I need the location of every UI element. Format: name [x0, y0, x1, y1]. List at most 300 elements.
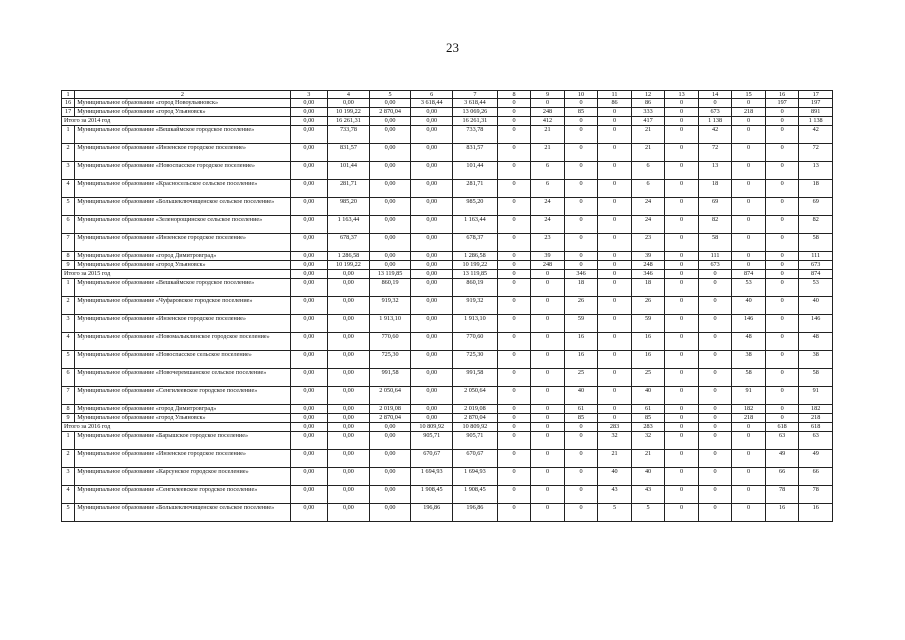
value-cell: 0,00 [290, 198, 328, 216]
value-cell: 0 [765, 270, 799, 279]
value-cell: 0 [598, 315, 632, 333]
value-cell: 1 908,45 [453, 486, 498, 504]
value-cell: 346 [564, 270, 598, 279]
municipality-name: Муниципальное образование «Инзенское городское поселение» [75, 450, 290, 468]
municipality-name: Муниципальное образование «Карсунское городское поселение» [75, 468, 290, 486]
value-cell: 21 [631, 126, 665, 144]
value-cell: 0 [497, 297, 531, 315]
value-cell: 678,37 [328, 234, 370, 252]
value-cell: 0 [765, 315, 799, 333]
value-cell: 0 [531, 351, 565, 369]
value-cell: 218 [732, 108, 766, 117]
value-cell: 0 [564, 234, 598, 252]
value-cell: 0,00 [369, 126, 411, 144]
value-cell: 58 [799, 234, 833, 252]
value-cell: 0,00 [290, 99, 328, 108]
value-cell: 0 [564, 468, 598, 486]
table-row [62, 351, 833, 369]
value-cell: 0 [698, 297, 732, 315]
value-cell: 985,20 [453, 198, 498, 216]
value-cell: 49 [765, 450, 799, 468]
value-cell: 0 [531, 414, 565, 423]
value-cell: 0,00 [411, 297, 453, 315]
value-cell: 0 [497, 351, 531, 369]
value-cell: 40 [799, 297, 833, 315]
value-cell: 58 [698, 234, 732, 252]
value-cell: 0 [598, 234, 632, 252]
table-row [62, 162, 833, 180]
value-cell: 0 [598, 297, 632, 315]
column-number-header: 12 [631, 91, 665, 99]
value-cell: 0 [598, 279, 632, 297]
value-cell: 248 [531, 261, 565, 270]
value-cell: 0,00 [411, 180, 453, 198]
value-cell: 0 [598, 270, 632, 279]
value-cell: 618 [765, 423, 799, 432]
row-number: 4 [62, 333, 75, 351]
value-cell: 0 [765, 261, 799, 270]
value-cell: 24 [631, 198, 665, 216]
value-cell: 25 [564, 369, 598, 387]
value-cell: 0 [732, 126, 766, 144]
value-cell: 0,00 [290, 270, 328, 279]
value-cell: 0,00 [328, 99, 370, 108]
value-cell: 919,32 [369, 297, 411, 315]
value-cell: 0,00 [328, 486, 370, 504]
value-cell: 0 [598, 369, 632, 387]
value-cell: 0 [665, 468, 699, 486]
value-cell: 0,00 [290, 450, 328, 468]
value-cell: 860,19 [453, 279, 498, 297]
value-cell: 101,44 [453, 162, 498, 180]
value-cell: 905,71 [411, 432, 453, 450]
value-cell: 0 [531, 369, 565, 387]
value-cell: 146 [799, 315, 833, 333]
value-cell: 0 [497, 261, 531, 270]
table-row [62, 450, 833, 468]
value-cell: 0 [698, 423, 732, 432]
value-cell: 0 [765, 279, 799, 297]
value-cell: 0,00 [411, 333, 453, 351]
value-cell: 0 [497, 468, 531, 486]
value-cell: 53 [732, 279, 766, 297]
value-cell: 0 [765, 405, 799, 414]
value-cell: 831,57 [328, 144, 370, 162]
value-cell: 0 [531, 315, 565, 333]
column-number-header: 2 [75, 91, 290, 99]
value-cell: 0 [564, 450, 598, 468]
value-cell: 0 [531, 468, 565, 486]
row-number: 3 [62, 468, 75, 486]
value-cell: 0,00 [411, 126, 453, 144]
value-cell: 0 [765, 126, 799, 144]
value-cell: 0,00 [369, 486, 411, 504]
row-number: 8 [62, 405, 75, 414]
value-cell: 0 [665, 387, 699, 405]
value-cell: 5 [631, 504, 665, 522]
value-cell: 673 [698, 261, 732, 270]
table-row [62, 198, 833, 216]
value-cell: 0 [531, 99, 565, 108]
row-number: 3 [62, 162, 75, 180]
value-cell: 0 [665, 180, 699, 198]
value-cell: 0 [665, 216, 699, 234]
municipality-name: Муниципальное образование «Новочеремшанское сельское поселение» [75, 369, 290, 387]
municipality-name: Муниципальное образование «Вешкаймское городское поселение» [75, 126, 290, 144]
value-cell: 0 [665, 405, 699, 414]
value-cell: 1 286,58 [328, 252, 370, 261]
value-cell: 182 [732, 405, 766, 414]
value-cell: 0,00 [411, 369, 453, 387]
value-cell: 412 [531, 117, 565, 126]
value-cell: 0,00 [369, 144, 411, 162]
table-row [62, 261, 833, 270]
value-cell: 72 [698, 144, 732, 162]
value-cell: 0 [497, 486, 531, 504]
value-cell: 13 119,85 [453, 270, 498, 279]
value-cell: 0 [665, 117, 699, 126]
value-cell: 1 138 [698, 117, 732, 126]
value-cell: 0,00 [328, 297, 370, 315]
value-cell: 23 [531, 234, 565, 252]
value-cell: 0,00 [411, 162, 453, 180]
value-cell: 0 [698, 99, 732, 108]
value-cell: 0,00 [290, 315, 328, 333]
value-cell: 78 [799, 486, 833, 504]
value-cell: 0,00 [290, 234, 328, 252]
value-cell: 0 [531, 279, 565, 297]
value-cell: 0 [497, 144, 531, 162]
value-cell: 63 [799, 432, 833, 450]
total-label: Итого за 2015 год [62, 270, 291, 279]
value-cell: 16 [564, 333, 598, 351]
row-number: 2 [62, 450, 75, 468]
value-cell: 1 908,45 [411, 486, 453, 504]
value-cell: 0 [665, 504, 699, 522]
column-number-header: 15 [732, 91, 766, 99]
value-cell: 0 [564, 126, 598, 144]
value-cell: 283 [631, 423, 665, 432]
value-cell: 0,00 [328, 279, 370, 297]
value-cell: 0,00 [411, 144, 453, 162]
value-cell: 1 694,93 [453, 468, 498, 486]
value-cell: 101,44 [328, 162, 370, 180]
value-cell: 23 [631, 234, 665, 252]
value-cell: 0 [732, 234, 766, 252]
value-cell: 16 261,31 [453, 117, 498, 126]
municipality-name: Муниципальное образование «Инзенское городское поселение» [75, 234, 290, 252]
value-cell: 0 [598, 252, 632, 261]
table-row [62, 486, 833, 504]
value-cell: 0,00 [411, 279, 453, 297]
value-cell: 13 [698, 162, 732, 180]
municipality-name: Муниципальное образование «город Димитровград» [75, 405, 290, 414]
value-cell: 0 [497, 162, 531, 180]
value-cell: 59 [631, 315, 665, 333]
municipality-name: Муниципальное образование «Новоспасское сельское поселение» [75, 351, 290, 369]
value-cell: 2 870,04 [453, 414, 498, 423]
value-cell: 0,00 [369, 252, 411, 261]
table-body [62, 91, 833, 522]
value-cell: 59 [564, 315, 598, 333]
row-number: 5 [62, 504, 75, 522]
value-cell: 725,30 [453, 351, 498, 369]
value-cell: 24 [531, 216, 565, 234]
value-cell: 18 [799, 180, 833, 198]
value-cell: 39 [531, 252, 565, 261]
value-cell: 3 618,44 [453, 99, 498, 108]
column-number-header: 13 [665, 91, 699, 99]
value-cell: 85 [631, 414, 665, 423]
value-cell: 16 [631, 351, 665, 369]
municipality-name: Муниципальное образование «Вешкаймское городское поселение» [75, 279, 290, 297]
row-number: 9 [62, 414, 75, 423]
value-cell: 78 [765, 486, 799, 504]
value-cell: 26 [564, 297, 598, 315]
column-number-header: 9 [531, 91, 565, 99]
total-label: Итого за 2014 год [62, 117, 291, 126]
municipality-name: Муниципальное образование «Новоспасское городское поселение» [75, 162, 290, 180]
value-cell: 0,00 [290, 144, 328, 162]
value-cell: 0,00 [290, 351, 328, 369]
value-cell: 0 [564, 144, 598, 162]
value-cell: 1 694,93 [411, 468, 453, 486]
row-number: 8 [62, 252, 75, 261]
value-cell: 13 [799, 162, 833, 180]
value-cell: 0 [698, 369, 732, 387]
value-cell: 0 [598, 261, 632, 270]
value-cell: 0 [765, 369, 799, 387]
value-cell: 0 [497, 216, 531, 234]
row-number: 1 [62, 126, 75, 144]
value-cell: 0 [598, 144, 632, 162]
value-cell: 0 [497, 504, 531, 522]
value-cell: 0 [698, 279, 732, 297]
table-row [62, 432, 833, 450]
value-cell: 831,57 [453, 144, 498, 162]
value-cell: 0,00 [369, 468, 411, 486]
value-cell: 0 [497, 369, 531, 387]
value-cell: 69 [698, 198, 732, 216]
value-cell: 0 [665, 315, 699, 333]
value-cell: 1 138 [799, 117, 833, 126]
column-number-header: 4 [328, 91, 370, 99]
row-number: 5 [62, 351, 75, 369]
value-cell: 0,00 [369, 432, 411, 450]
value-cell: 0 [665, 486, 699, 504]
value-cell: 0 [765, 198, 799, 216]
value-cell: 48 [732, 333, 766, 351]
municipality-name: Муниципальное образование «Зеленорощинское сельское поселение» [75, 216, 290, 234]
value-cell: 0 [497, 450, 531, 468]
value-cell: 0 [665, 333, 699, 351]
value-cell: 0,00 [328, 387, 370, 405]
value-cell: 0 [497, 279, 531, 297]
column-number-header: 11 [598, 91, 632, 99]
value-cell: 85 [564, 414, 598, 423]
value-cell: 0 [564, 198, 598, 216]
value-cell: 24 [631, 216, 665, 234]
value-cell: 13 119,85 [369, 270, 411, 279]
value-cell: 725,30 [369, 351, 411, 369]
value-cell: 0 [531, 423, 565, 432]
value-cell: 0 [497, 432, 531, 450]
row-number: 1 [62, 432, 75, 450]
value-cell: 0 [732, 486, 766, 504]
municipality-name: Муниципальное образование «Инзенское городское поселение» [75, 144, 290, 162]
value-cell: 0,00 [411, 108, 453, 117]
value-cell: 0,00 [411, 234, 453, 252]
value-cell: 0,00 [290, 252, 328, 261]
value-cell: 0 [765, 162, 799, 180]
value-cell: 0 [698, 315, 732, 333]
value-cell: 0 [732, 432, 766, 450]
value-cell: 10 809,92 [411, 423, 453, 432]
value-cell: 182 [799, 405, 833, 414]
value-cell: 248 [531, 108, 565, 117]
value-cell: 0,00 [290, 369, 328, 387]
value-cell: 346 [631, 270, 665, 279]
value-cell: 6 [631, 162, 665, 180]
value-cell: 0 [564, 252, 598, 261]
value-cell: 16 [765, 504, 799, 522]
value-cell: 281,71 [328, 180, 370, 198]
value-cell: 0 [665, 99, 699, 108]
table-row [62, 315, 833, 333]
value-cell: 0 [564, 117, 598, 126]
table-row [62, 369, 833, 387]
value-cell: 0,00 [290, 162, 328, 180]
value-cell: 919,32 [453, 297, 498, 315]
municipality-name: Муниципальное образование «Новомалыклинское городское поселение» [75, 333, 290, 351]
value-cell: 1 913,10 [369, 315, 411, 333]
column-number-header: 5 [369, 91, 411, 99]
value-cell: 0 [665, 414, 699, 423]
value-cell: 0 [665, 162, 699, 180]
value-cell: 53 [799, 279, 833, 297]
table-header-row [62, 91, 833, 99]
value-cell: 0 [665, 450, 699, 468]
value-cell: 82 [799, 216, 833, 234]
value-cell: 40 [564, 387, 598, 405]
value-cell: 874 [799, 270, 833, 279]
value-cell: 0 [531, 432, 565, 450]
value-cell: 0,00 [411, 414, 453, 423]
value-cell: 40 [598, 468, 632, 486]
table-row [62, 333, 833, 351]
value-cell: 0 [497, 405, 531, 414]
table-row [62, 414, 833, 423]
value-cell: 1 163,44 [453, 216, 498, 234]
value-cell: 91 [732, 387, 766, 405]
value-cell: 0,00 [290, 405, 328, 414]
value-cell: 196,86 [411, 504, 453, 522]
value-cell: 0 [564, 504, 598, 522]
value-cell: 0 [698, 333, 732, 351]
value-cell: 0,00 [290, 279, 328, 297]
value-cell: 0,00 [369, 234, 411, 252]
value-cell: 0,00 [411, 216, 453, 234]
value-cell: 0 [497, 252, 531, 261]
value-cell: 0 [732, 99, 766, 108]
value-cell: 0 [497, 333, 531, 351]
table-row [62, 252, 833, 261]
value-cell: 0 [665, 252, 699, 261]
value-cell: 0 [665, 261, 699, 270]
value-cell: 0 [497, 423, 531, 432]
value-cell: 21 [631, 144, 665, 162]
value-cell: 2 870,04 [369, 108, 411, 117]
value-cell: 0 [497, 126, 531, 144]
value-cell: 0 [665, 270, 699, 279]
value-cell: 86 [598, 99, 632, 108]
year-total-row [62, 117, 833, 126]
value-cell: 25 [631, 369, 665, 387]
row-number: 7 [62, 387, 75, 405]
value-cell: 0 [698, 468, 732, 486]
municipality-name: Муниципальное образование «Большеключищенское сельское поселение» [75, 198, 290, 216]
value-cell: 0 [732, 162, 766, 180]
value-cell: 891 [799, 108, 833, 117]
value-cell: 0 [665, 351, 699, 369]
value-cell: 0 [732, 252, 766, 261]
value-cell: 58 [732, 369, 766, 387]
value-cell: 0 [531, 405, 565, 414]
column-number-header: 17 [799, 91, 833, 99]
value-cell: 2 870,04 [369, 414, 411, 423]
total-label: Итого за 2016 год [62, 423, 291, 432]
value-cell: 40 [631, 387, 665, 405]
row-number: 7 [62, 234, 75, 252]
value-cell: 770,60 [453, 333, 498, 351]
value-cell: 0 [698, 432, 732, 450]
value-cell: 1 163,44 [328, 216, 370, 234]
value-cell: 0,00 [369, 450, 411, 468]
value-cell: 0 [732, 216, 766, 234]
value-cell: 0 [497, 180, 531, 198]
value-cell: 1 913,10 [453, 315, 498, 333]
row-number: 4 [62, 180, 75, 198]
value-cell: 0,00 [290, 126, 328, 144]
value-cell: 0 [531, 486, 565, 504]
row-number: 6 [62, 216, 75, 234]
column-number-header: 7 [453, 91, 498, 99]
value-cell: 0,00 [328, 405, 370, 414]
value-cell: 0,00 [328, 315, 370, 333]
table-row [62, 234, 833, 252]
value-cell: 61 [631, 405, 665, 414]
value-cell: 860,19 [369, 279, 411, 297]
value-cell: 0 [665, 144, 699, 162]
table-row [62, 144, 833, 162]
value-cell: 733,78 [328, 126, 370, 144]
value-cell: 13 069,26 [453, 108, 498, 117]
value-cell: 0,00 [411, 117, 453, 126]
value-cell: 0 [564, 216, 598, 234]
value-cell: 42 [698, 126, 732, 144]
value-cell: 0 [698, 486, 732, 504]
value-cell: 2 019,08 [369, 405, 411, 414]
value-cell: 0,00 [328, 333, 370, 351]
value-cell: 0,00 [411, 315, 453, 333]
value-cell: 0 [598, 126, 632, 144]
value-cell: 0 [564, 180, 598, 198]
table-row [62, 126, 833, 144]
value-cell: 248 [631, 261, 665, 270]
table-row [62, 297, 833, 315]
value-cell: 63 [765, 432, 799, 450]
value-cell: 197 [799, 99, 833, 108]
